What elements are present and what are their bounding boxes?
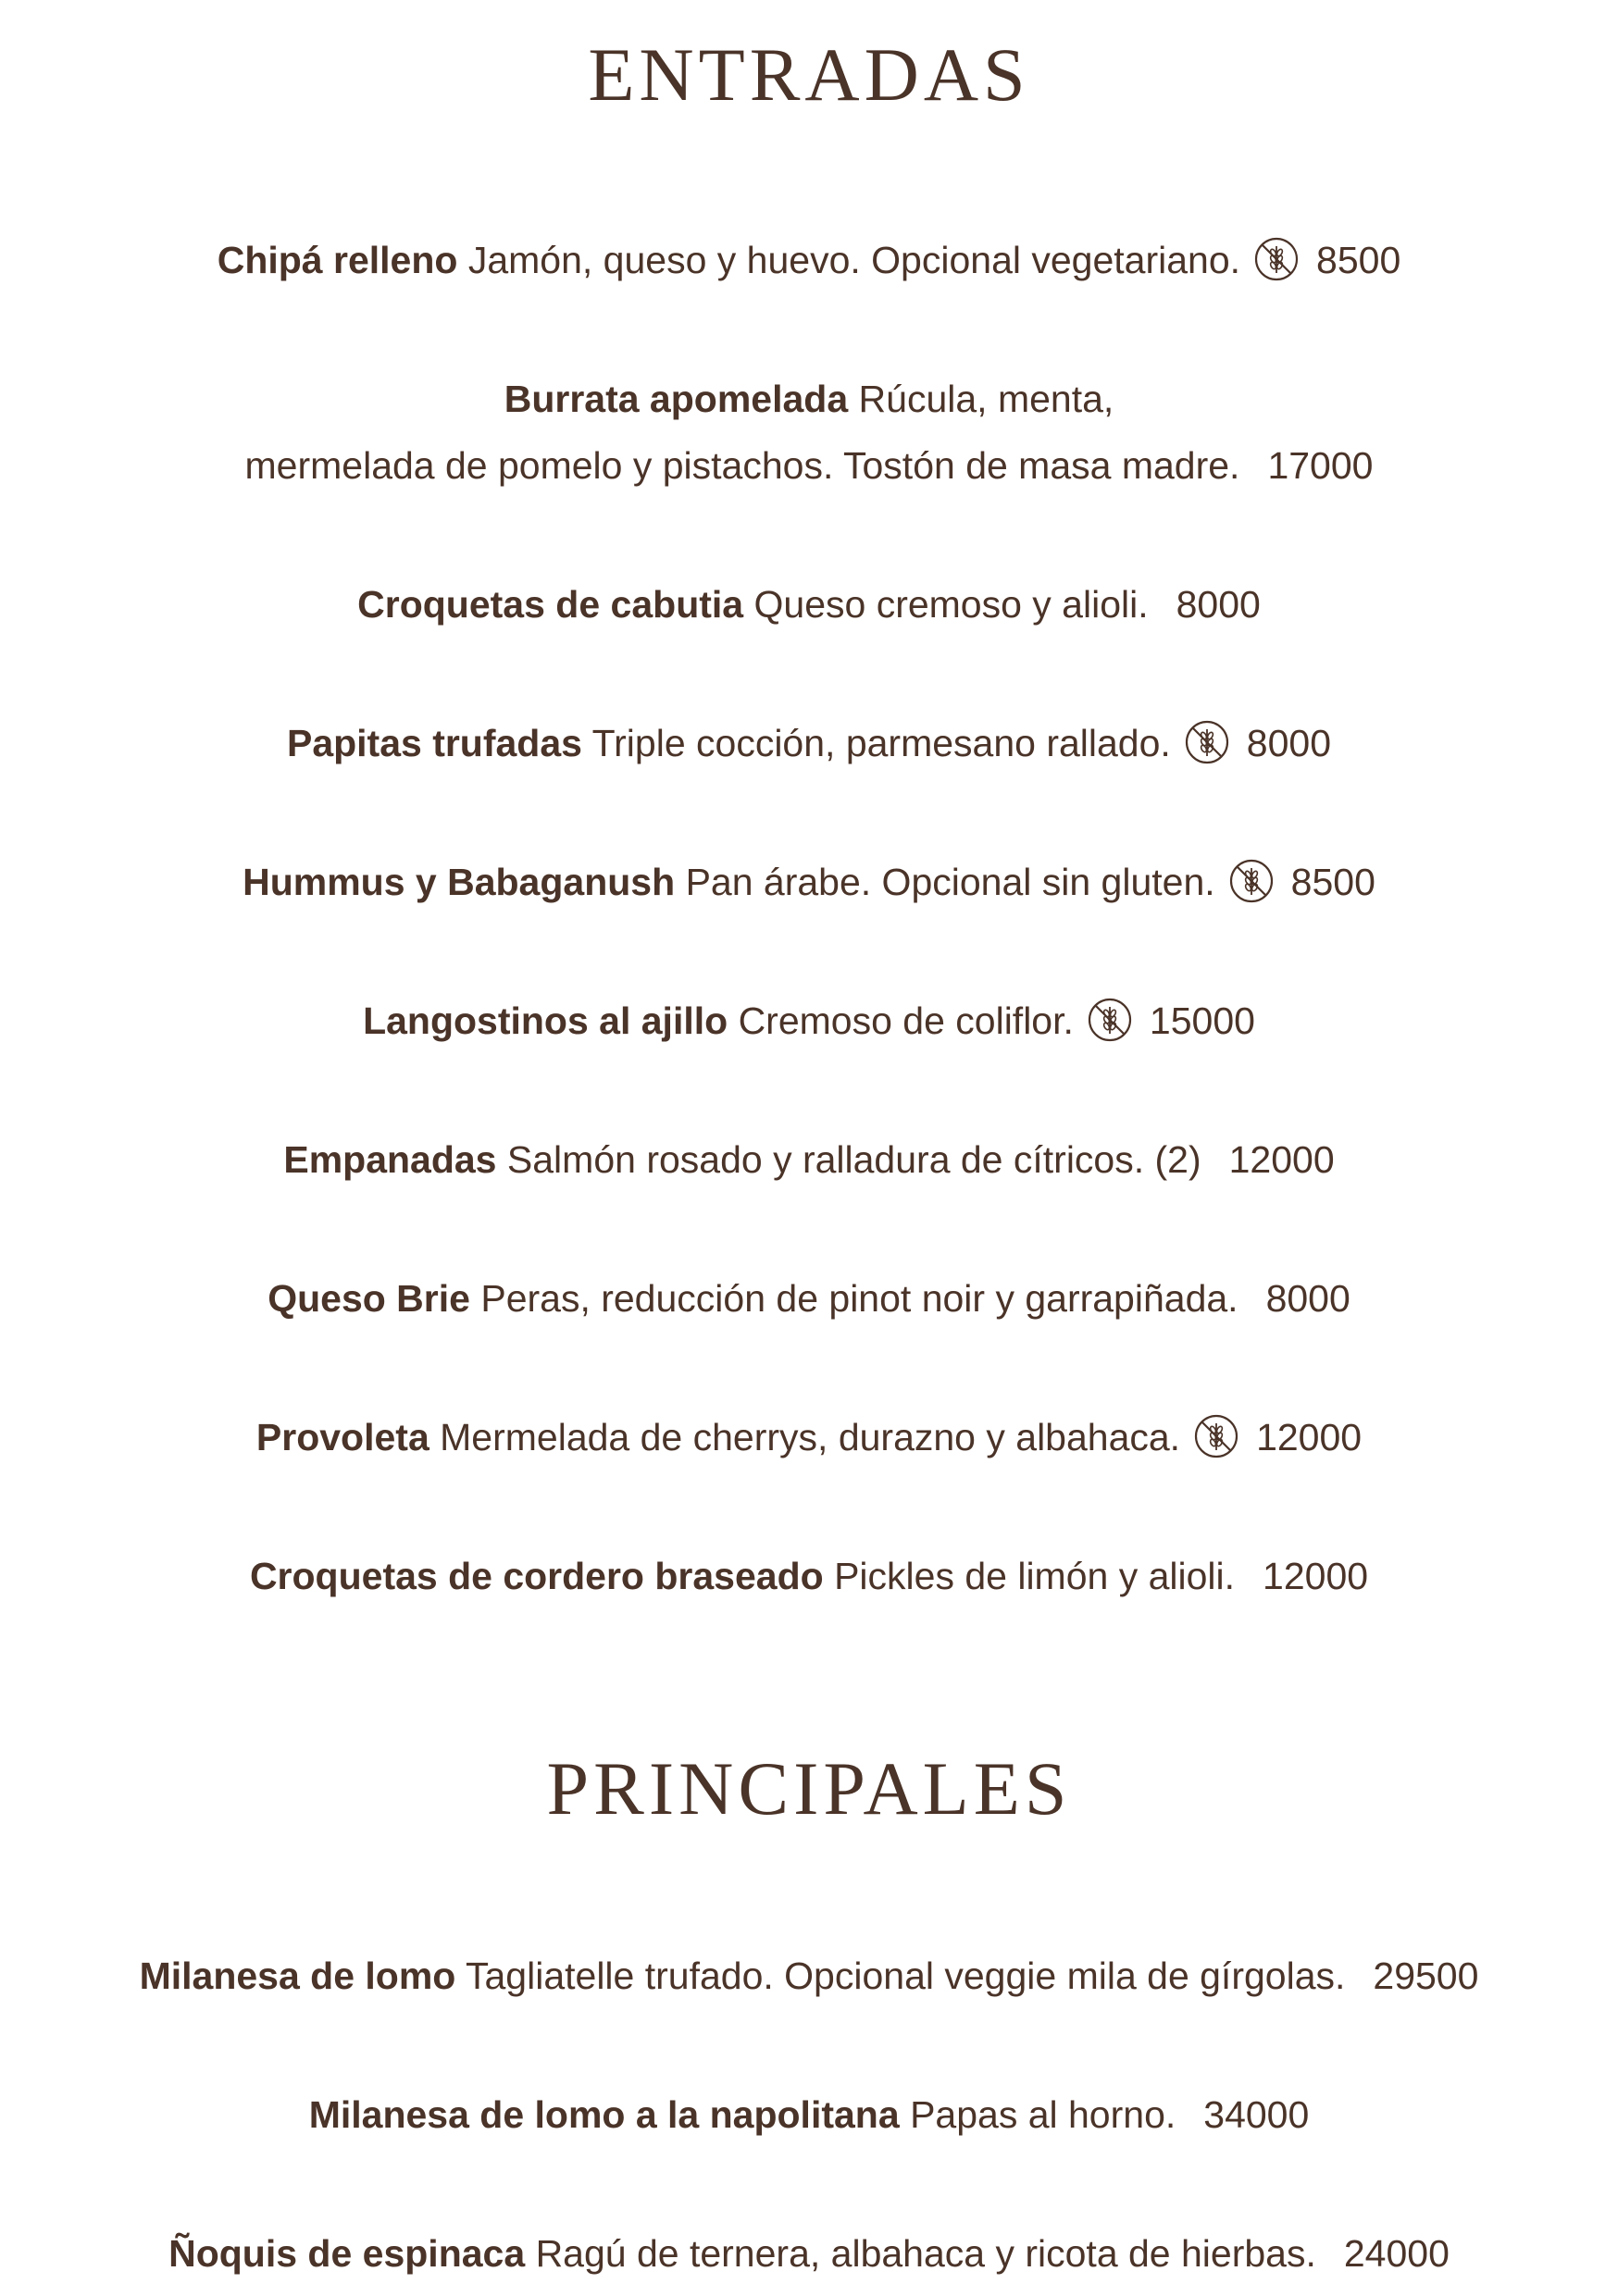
item-name: Papitas trufadas <box>286 722 582 764</box>
item-name: Ñoquis de espinaca <box>168 2232 526 2275</box>
gluten-free-wheat-icon <box>1253 236 1300 282</box>
item-name: Croquetas de cabutia <box>357 583 744 626</box>
item-description: Ragú de ternera, albahaca y ricota de hierbas. <box>535 2232 1316 2275</box>
section-title-entradas: ENTRADAS <box>588 32 1030 117</box>
item-description: Rúcula, menta, <box>858 378 1114 420</box>
item-name: Empanadas <box>283 1138 497 1181</box>
menu-item-hummus-y-babaganush <box>0 850 1618 914</box>
gluten-free-wheat-icon <box>1228 858 1275 904</box>
item-description: Mermelada de cherrys, durazno y albahaca. <box>440 1416 1181 1458</box>
item-price: 8500 <box>1316 239 1401 281</box>
menu-item-empanadas <box>0 1127 1618 1192</box>
item-description: Papas al horno. <box>910 2093 1176 2136</box>
item-description: Pickles de limón y alioli. <box>834 1555 1236 1597</box>
gluten-free-wheat-icon <box>1184 719 1230 765</box>
gluten-free-wheat-icon <box>1193 1413 1239 1459</box>
item-description: Salmón rosado y ralladura de cítricos. (2) <box>506 1138 1201 1181</box>
item-name: Milanesa de lomo a la napolitana <box>308 2093 900 2136</box>
item-price: 12000 <box>1228 1138 1335 1181</box>
item-name: Croquetas de cordero braseado <box>249 1555 824 1597</box>
menu-item-milanesa-napolitana <box>0 2082 1618 2147</box>
item-price: 8000 <box>1176 583 1261 626</box>
menu-item-chipa-relleno <box>0 228 1618 292</box>
section-title-principales: PRINCIPALES <box>546 1746 1072 1831</box>
item-description: Jamón, queso y huevo. Opcional vegetariano. <box>467 239 1241 281</box>
item-price: 15000 <box>1149 999 1255 1042</box>
menu-item-burrata-apomelada <box>0 366 1618 431</box>
menu-item-croquetas-de-cordero-braseado <box>0 1544 1618 1608</box>
menu-item-provoleta <box>0 1405 1618 1470</box>
item-price: 34000 <box>1203 2093 1310 2136</box>
item-name: Milanesa de lomo <box>139 1955 456 1997</box>
item-name: Hummus y Babaganush <box>243 861 676 903</box>
item-description: Tagliatelle trufado. Opcional veggie mila de gírgolas. <box>466 1955 1346 1997</box>
item-name: Burrata apomelada <box>504 378 849 420</box>
item-price: 8000 <box>1246 722 1332 764</box>
menu-item-queso-brie <box>0 1266 1618 1331</box>
menu-item-noquis-de-espinaca <box>0 2221 1618 2286</box>
item-description: Peras, reducción de pinot noir y garrapiñada. <box>480 1277 1238 1320</box>
item-price: 12000 <box>1263 1555 1369 1597</box>
item-description: Queso cremoso y alioli. <box>753 583 1149 626</box>
item-description: Triple cocción, parmesano rallado. <box>591 722 1171 764</box>
menu-item-papitas-trufadas <box>0 711 1618 776</box>
item-name: Langostinos al ajillo <box>363 999 728 1042</box>
item-price: 12000 <box>1256 1416 1363 1458</box>
gluten-free-wheat-icon <box>1087 997 1133 1043</box>
item-price: 8500 <box>1290 861 1375 903</box>
menu-item-croquetas-de-cabutia <box>0 572 1618 637</box>
item-price: 8000 <box>1265 1277 1350 1320</box>
menu-item-langostinos-al-ajillo <box>0 988 1618 1053</box>
item-name: Chipá relleno <box>217 239 458 281</box>
item-description: Pan árabe. Opcional sin gluten. <box>685 861 1215 903</box>
item-description: Cremoso de coliflor. <box>738 999 1074 1042</box>
item-name: Provoleta <box>255 1416 429 1458</box>
menu-item-milanesa-de-lomo <box>0 1943 1618 2008</box>
item-price: 17000 <box>1267 444 1374 487</box>
item-price: 29500 <box>1373 1955 1479 1997</box>
item-price: 24000 <box>1343 2232 1450 2275</box>
item-description: mermelada de pomelo y pistachos. Tostón de masa madre. <box>244 444 1240 487</box>
item-name: Queso Brie <box>268 1277 470 1320</box>
menu-item-burrata-apomelada-line2 <box>0 433 1618 498</box>
